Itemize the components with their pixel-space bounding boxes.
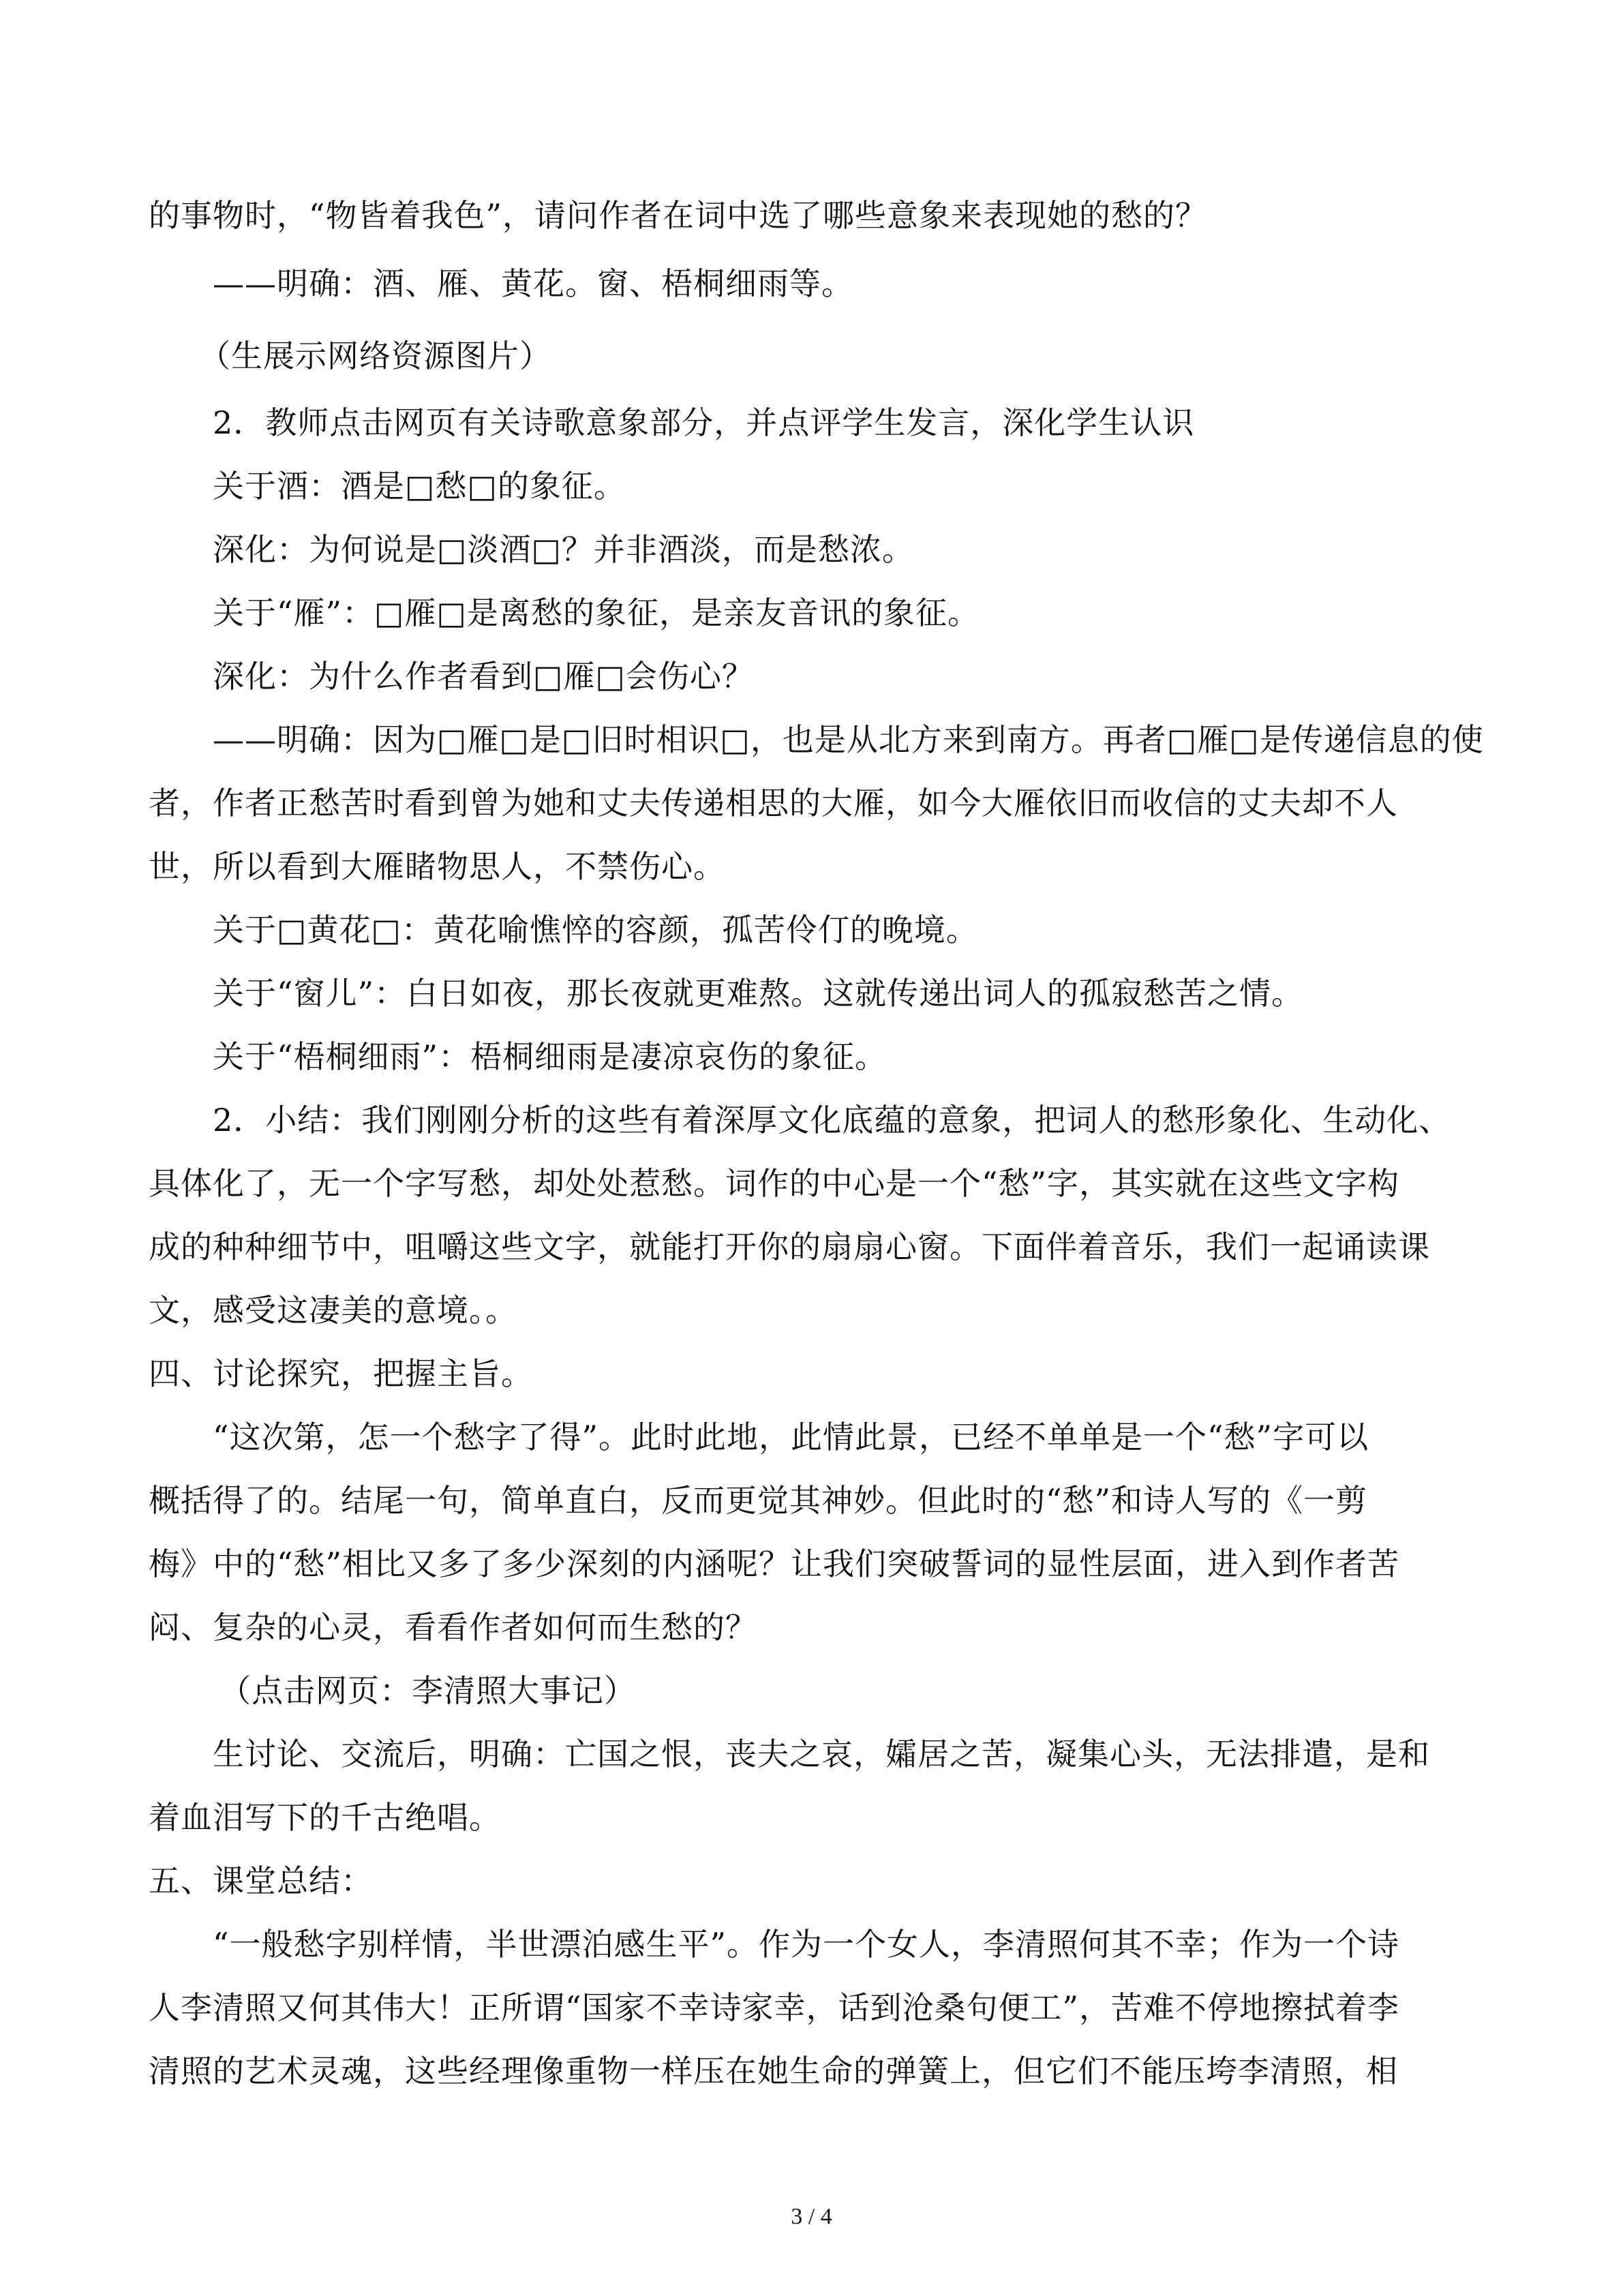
text-line: 关于“雁”：□雁□是离愁的象征，是亲友音讯的象征。 (213, 594, 980, 631)
text-line: 闷、复杂的心灵，看看作者如何而生愁的？ (149, 1609, 757, 1646)
text-line: 的事物时，“物皆着我色”，请问作者在词中选了哪些意象来表现她的愁的？ (149, 197, 1208, 234)
text-line: ——明确：酒、雁、黄花。窗、梧桐细雨等。 (213, 265, 853, 302)
text-line: 深化：为什么作者看到□雁□会伤心？ (213, 658, 754, 695)
section-heading: 五、课堂总结： (149, 1862, 373, 1899)
text-line: 2．教师点击网页有关诗歌意象部分，并点评学生发言，深化学生认识 (213, 404, 1195, 441)
text-line: 者，作者正愁苦时看到曾为她和丈夫传递相思的大雁，如今大雁依旧而收信的丈夫却不人 (149, 785, 1398, 821)
text-line: 具体化了，无一个字写愁，却处处惹愁。词作的中心是一个“愁”字，其实就在这些文字构 (149, 1165, 1400, 1202)
text-line: 生讨论、交流后，明确：亡国之恨，丧夫之哀，孀居之苦，凝集心头，无法排遣，是和 (213, 1736, 1430, 1772)
text-line: 清照的艺术灵魂，这些经理像重物一样压在她生命的弹簧上，但它们不能压垮李清照，相 (149, 2053, 1398, 2089)
text-line: 人李清照又何其伟大！正所谓“国家不幸诗家幸，话到沧桑句便工”，苦难不停地擦拭着李 (149, 1989, 1400, 2026)
page-number: 3 / 4 (791, 2204, 832, 2229)
text-line: 关于酒：酒是□愁□的象征。 (213, 468, 626, 504)
text-line: 概括得了的。结尾一句，简单直白，反而更觉其神妙。但此时的“愁”和诗人写的《一剪 (149, 1482, 1368, 1519)
text-line: 梅》中的“愁”相比又多了多少深刻的内涵呢？让我们突破誓词的显性层面，进入到作者苦 (149, 1545, 1400, 1582)
text-line: 世，所以看到大雁睹物思人，不禁伤心。 (149, 848, 725, 885)
text-line: 关于□黄花□：黄花喻憔悴的容颜，孤苦伶仃的晚境。 (213, 911, 978, 948)
section-heading: 四、讨论探究，把握主旨。 (149, 1355, 533, 1392)
text-line: “一般愁字别样情，半世漂泊感生平”。作为一个女人，李清照何其不幸；作为一个诗 (213, 1926, 1400, 1963)
text-line: 深化：为何说是□淡酒□？并非酒淡，而是愁浓。 (213, 531, 914, 568)
text-line: 文，感受这凄美的意境。。 (149, 1292, 517, 1329)
text-line: 2．小结：我们刚刚分析的这些有着深厚文化底蕴的意象，把词人的愁形象化、生动化、 (213, 1102, 1451, 1138)
text-line: 关于“窗儿”：白日如夜，那长夜就更难熬。这就传递出词人的孤寂愁苦之情。 (213, 975, 1304, 1012)
text-line: 关于“梧桐细雨”：梧桐细雨是凄凉哀伤的象征。 (213, 1038, 888, 1075)
text-line: 成的种种细节中，咀嚼这些文字，就能打开你的扇扇心窗。下面伴着音乐，我们一起诵读课 (149, 1228, 1430, 1265)
text-line: （点击网页：李清照大事记） (219, 1672, 636, 1709)
text-line: “这次第，怎一个愁字了得”。此时此地，此情此景，已经不单单是一个“愁”字可以 (213, 1419, 1369, 1455)
text-line: ——明确：因为□雁□是□旧时相识□，也是从北方来到南方。再者□雁□是传递信息的使 (213, 721, 1484, 758)
text-line: 着血泪写下的千古绝唱。 (149, 1799, 501, 1836)
text-line: （生展示网络资源图片） (199, 337, 551, 374)
